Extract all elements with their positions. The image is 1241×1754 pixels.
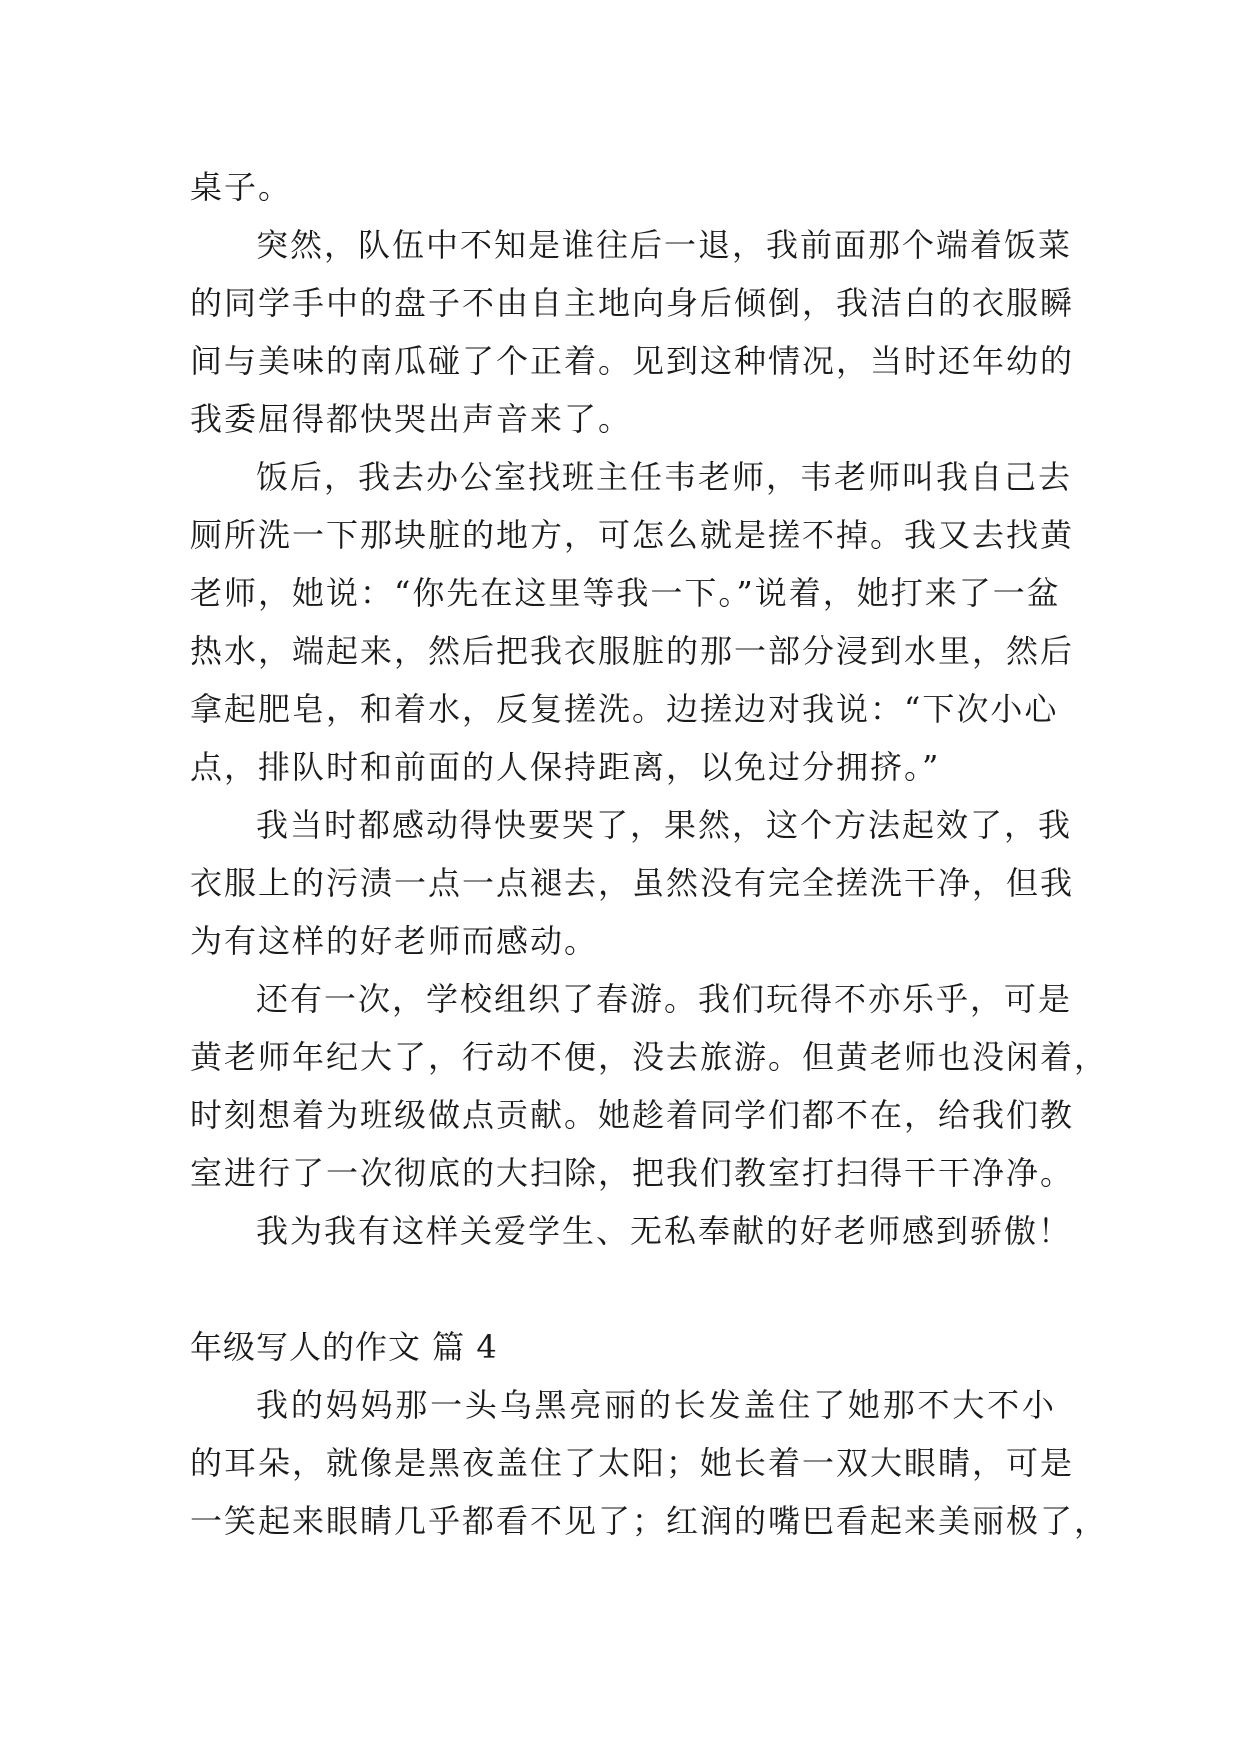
paragraph-start-line: 饭后，我去办公室找班主任韦老师，韦老师叫我自己去 (256, 458, 1073, 496)
paragraph-start-line: 我为我有这样关爱学生、无私奉献的好老师感到骄傲！ (256, 1212, 1073, 1250)
text-line: 桌子。 (190, 168, 293, 206)
text-line: 为有这样的好老师而感动。 (190, 922, 599, 960)
text-line: 老师，她说：“你先在这里等我一下。”说着，她打来了一盆 (190, 574, 1061, 612)
text-line: 的同学手中的盘子不由自主地向身后倾倒，我洁白的衣服瞬 (190, 284, 1075, 322)
text-line: 拿起肥皂，和着水，反复搓洗。边搓边对我说：“下次小心 (190, 690, 1059, 728)
section-heading: 年级写人的作文 篇 4 (190, 1328, 498, 1366)
paragraph-start-line: 我的妈妈那一头乌黑亮丽的长发盖住了她那不大不小 (256, 1386, 1056, 1424)
section-spacer (190, 1260, 1056, 1318)
paragraph-start-line: 突然，队伍中不知是谁往后一退，我前面那个端着饭菜 (256, 226, 1073, 264)
text-line: 时刻想着为班级做点贡献。她趁着同学们都不在，给我们教 (190, 1096, 1075, 1134)
text-line: 间与美味的南瓜碰了个正着。见到这种情况，当时还年幼的 (190, 342, 1075, 380)
text-line: 厕所洗一下那块脏的地方，可怎么就是搓不掉。我又去找黄 (190, 516, 1075, 554)
text-line: 黄老师年纪大了，行动不便，没去旅游。但黄老师也没闲着， (190, 1038, 1109, 1076)
text-line: 室进行了一次彻底的大扫除，把我们教室打扫得干干净净。 (190, 1154, 1075, 1192)
paragraph-start-line: 还有一次，学校组织了春游。我们玩得不亦乐乎，可是 (256, 980, 1073, 1018)
text-line: 点，排队时和前面的人保持距离，以免过分拥挤。” (190, 748, 941, 786)
essay-body (190, 158, 1109, 1550)
text-line: 衣服上的污渍一点一点褪去，虽然没有完全搓洗干净，但我 (190, 864, 1075, 902)
text-line: 热水，端起来，然后把我衣服脏的那一部分浸到水里，然后 (190, 632, 1075, 670)
paragraph-start-line: 我当时都感动得快要哭了，果然，这个方法起效了，我 (256, 806, 1073, 844)
text-line: 的耳朵，就像是黑夜盖住了太阳；她长着一双大眼睛，可是 (190, 1444, 1075, 1482)
text-line: 我委屈得都快哭出声音来了。 (190, 400, 633, 438)
text-line: 一笑起来眼睛几乎都看不见了；红润的嘴巴看起来美丽极了， (190, 1502, 1109, 1540)
